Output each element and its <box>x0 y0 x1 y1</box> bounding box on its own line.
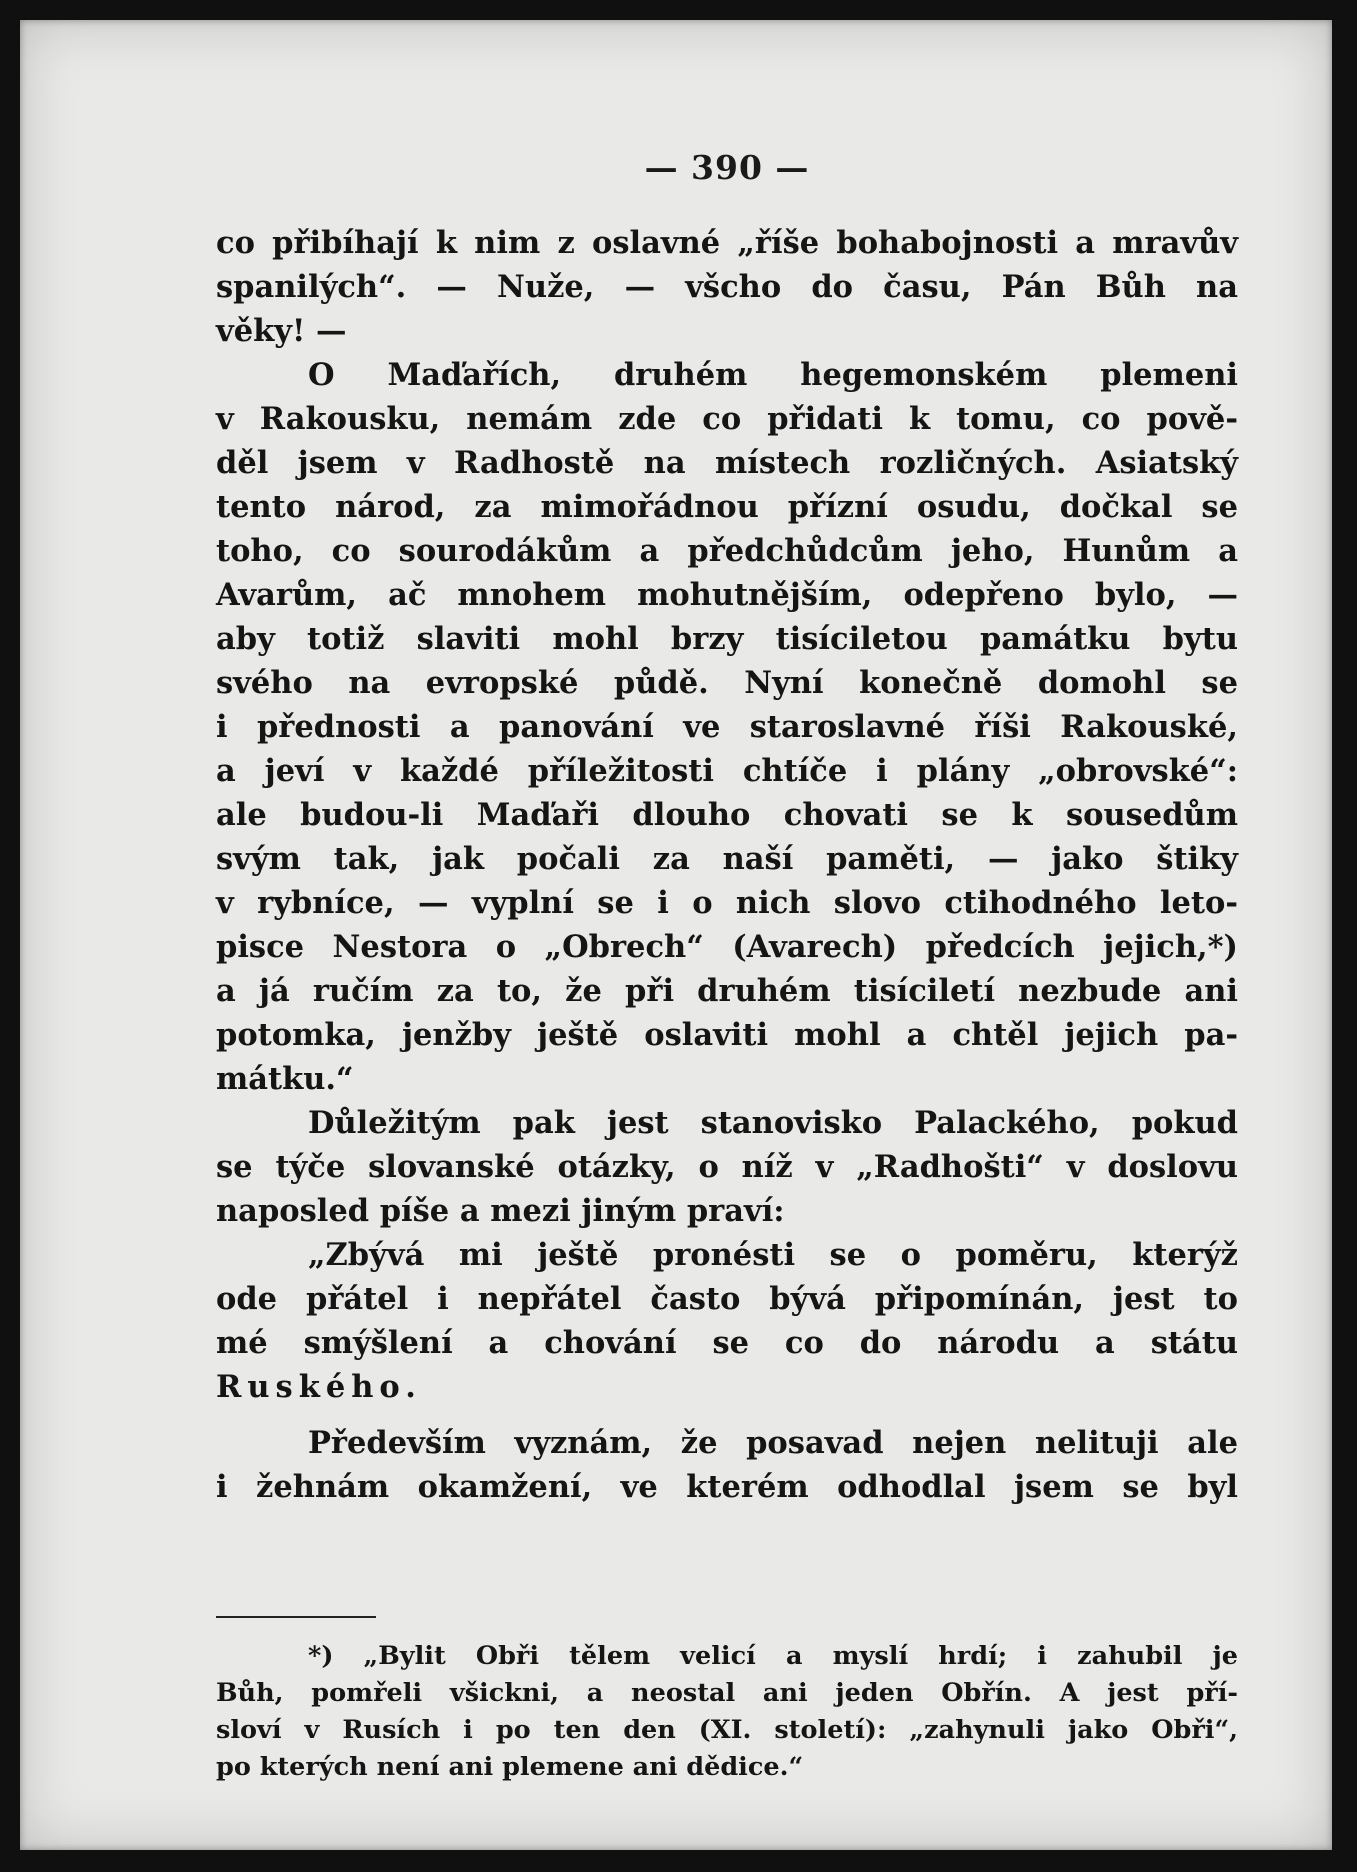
body-line: se týče slovanské otázky, o níž v „Radhošti“ v doslovu <box>216 1149 1238 1185</box>
body-line: i přednosti a panování ve staroslavné říši Rakouské, <box>216 709 1238 745</box>
body-line: děl jsem v Radhostě na místech rozličných. Asiatský <box>216 445 1238 481</box>
body-line: co přibíhají k nim z oslavné „říše bohabojnosti a mravův <box>216 225 1238 261</box>
footnote-line: sloví v Rusích i po ten den (XI. století): „zahynuli jako Obři“, <box>216 1715 1238 1745</box>
footnote-line: po kterých není ani plemene ani dědice.“ <box>216 1752 804 1782</box>
body-line: tento národ, za mimořádnou přízní osudu, dočkal se <box>216 489 1238 525</box>
body-line: i žehnám okamžení, ve kterém odhodlal jsem se byl <box>216 1469 1238 1505</box>
footnote-line: *) „Bylit Obři tělem velicí a myslí hrdí; i zahubil je <box>308 1641 1238 1671</box>
body-line: a já ručím za to, že při druhém tisíciletí nezbude ani <box>216 973 1238 1009</box>
body-line: a jeví v každé příležitosti chtíče i plány „obrovské“: <box>216 753 1238 789</box>
body-line: toho, co sourodákům a předchůdcům jeho, Hunům a <box>216 533 1238 569</box>
body-line: věky! — <box>216 313 347 349</box>
body-line: mé smýšlení a chování se co do národu a státu <box>216 1325 1238 1361</box>
book-page <box>20 20 1332 1850</box>
body-line: mátku.“ <box>216 1061 354 1097</box>
footnote-rule <box>216 1616 376 1618</box>
body-line: aby totiž slaviti mohl brzy tisíciletou památku bytu <box>216 621 1238 657</box>
body-line: spanilých“. — Nuže, — všcho do času, Pán Bůh na <box>216 269 1238 305</box>
body-line: ale budou-li Maďaři dlouho chovati se k sousedům <box>216 797 1238 833</box>
body-line: naposled píše a mezi jiným praví: <box>216 1193 785 1229</box>
page-number: — 390 — <box>644 148 810 187</box>
body-line: Ruského. <box>216 1369 422 1405</box>
body-line: potomka, jenžby ještě oslaviti mohl a chtěl jejich pa- <box>216 1017 1238 1053</box>
body-line: v rybníce, — vyplní se i o nich slovo ctihodného leto- <box>216 885 1238 921</box>
body-line: ode přátel i nepřátel často bývá připomínán, jest to <box>216 1281 1238 1317</box>
footnote-line: Bůh, pomřeli všickni, a neostal ani jeden Obřín. A jest pří- <box>216 1678 1238 1708</box>
body-line: svým tak, jak počali za naší paměti, — jako štiky <box>216 841 1238 877</box>
body-line: O Maďařích, druhém hegemonském plemeni <box>308 357 1238 393</box>
body-line: pisce Nestora o „Obrech“ (Avarech) předcích jejich,*) <box>216 929 1238 965</box>
body-line: Avarům, ač mnohem mohutnějším, odepřeno bylo, — <box>216 577 1238 613</box>
body-line: v Rakousku, nemám zde co přidati k tomu, co pově- <box>216 401 1238 437</box>
body-line: „Zbývá mi ještě pronésti se o poměru, kterýž <box>308 1237 1238 1273</box>
body-line: Především vyznám, že posavad nejen nelituji ale <box>308 1425 1238 1461</box>
body-line: Důležitým pak jest stanovisko Palackého, pokud <box>308 1105 1238 1141</box>
body-line: svého na evropské půdě. Nyní konečně domohl se <box>216 665 1238 701</box>
